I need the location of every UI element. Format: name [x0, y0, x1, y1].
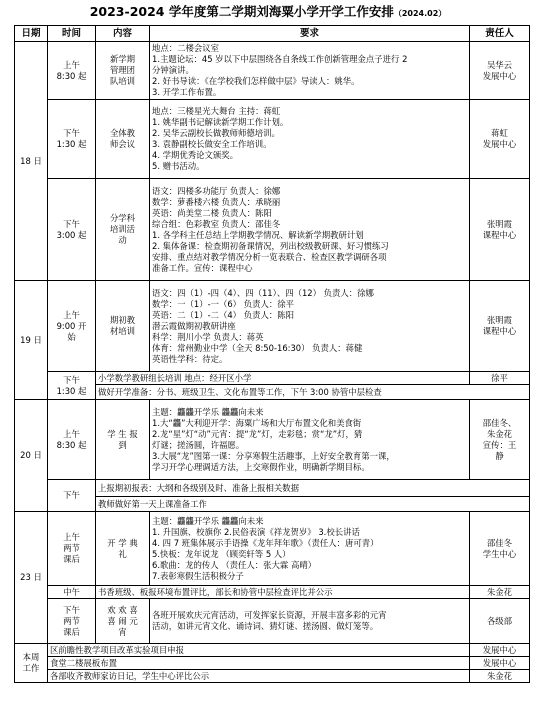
- date-cell: 20 日: [15, 400, 48, 512]
- content-cell: 新学期 管理团 队培训: [96, 42, 150, 100]
- owner-cell: 朱金花: [470, 670, 530, 683]
- time-cell: 下午 3:00 起: [48, 179, 96, 281]
- time-cell: 下午 1:30 起: [48, 100, 96, 179]
- table-row: [15, 657, 530, 670]
- document-title: [0, 0, 536, 24]
- header-content: 内容: [96, 26, 150, 42]
- schedule-table: [14, 25, 530, 683]
- header-owner: 责任人: [470, 26, 530, 42]
- owner-cell: 徐平: [470, 372, 530, 385]
- time-cell: 上午 8:30 起: [48, 400, 96, 480]
- date-cell: 23 日: [15, 512, 48, 644]
- requirement-cell: 小学数学教研组长培训 地点：经开区小学: [96, 372, 470, 385]
- table-row: [15, 512, 530, 586]
- header-date: 日期: [15, 26, 48, 42]
- table-row: [15, 400, 530, 480]
- header-requirement: 要求: [150, 26, 470, 42]
- requirement-cell: 区前瞻性教学项目改革实验项目申报: [48, 644, 470, 657]
- table-row: [15, 670, 530, 683]
- content-cell: 欢 欢 喜 喜 闹 元 宵: [96, 599, 150, 644]
- requirement-cell: 书香班级、板报环境布置评比，部长和协管中层检查评比并公示: [96, 586, 470, 599]
- table-row: [15, 372, 530, 385]
- requirement-cell: 地点：二楼会议室 1.主题论坛：45 岁以下中层围绕各自条线工作创新管理金点子进行 2 分钟演讲。 2. 好书导读：《在学校我们怎样做中层》导读人：姚华。 3. 开学工作布置。: [150, 42, 470, 100]
- table-row: [15, 586, 530, 599]
- owner-cell: 各级部: [470, 599, 530, 644]
- owner-cell: 邵佳冬 学生中心: [470, 512, 530, 586]
- document-title-date: （2024.02）: [393, 9, 447, 18]
- date-cell: 18 日: [15, 42, 48, 281]
- table-row: [15, 644, 530, 657]
- week-label-cell: 本周 工作: [15, 644, 48, 683]
- time-cell: 上午 8:30 起: [48, 42, 96, 100]
- time-cell: 上午 9:00 开 始: [48, 281, 96, 372]
- table-row: [15, 281, 530, 372]
- date-cell: 19 日: [15, 281, 48, 400]
- requirement-cell: 食堂二楼展板布置: [48, 657, 470, 670]
- table-row: [15, 42, 530, 100]
- table-row: [15, 599, 530, 644]
- owner-cell: 朱金花: [470, 586, 530, 599]
- time-cell: 下午 两节 课后: [48, 599, 96, 644]
- time-cell: 下午 1:30 起: [48, 372, 96, 400]
- requirement-cell: 各班开展欢庆元宵活动，可发挥家长资源，开展丰富多彩的元宵 活动，如讲元宵文化、诵诗词、猜灯谜、搓汤圆、做灯笼等。: [150, 599, 470, 644]
- owner-cell: 发展中心: [470, 657, 530, 670]
- owner-cell: 发展中心: [470, 644, 530, 657]
- requirement-cell: 教师做好第一天上课准备工作: [96, 497, 530, 512]
- requirement-cell: 做好开学准备：分书、班级卫生、文化布置等工作，下午 3:00 协管中层检查: [96, 385, 530, 400]
- time-cell: 下午: [48, 480, 96, 512]
- header-row: [15, 26, 530, 42]
- time-cell: 中午: [48, 586, 96, 599]
- content-cell: 期初教 材培训: [96, 281, 150, 372]
- requirement-cell: 主题：龘龘开学乐 龘龘向未来 1.大“龘”大利迎开学：海粟广场和大厅布置文化和美食街 2.龙“星”灯“动”元宵：提“龙”灯，走彩毯；赏“龙”灯，猜 灯谜；搓汤圆，许福愿。 3.大展“龙”图第一课：分享寒假生活趣事，上好安全教育第一课， 学习开学心理调适方法，上交寒假作业，明确新学期目标。: [150, 400, 470, 480]
- table-row: [15, 179, 530, 281]
- requirement-cell: 语文：四楼多功能厅 负责人：徐娜 数学：萝番楼六楼 负责人：承晓丽 英语：尚美堂二楼 负责人：陈阳 综合组：色彩教室 负责人：邵佳冬 1. 各学科主任总结上学期教学情况、解读新学期教研计划 2. 集体备课：检查期初备课情况，列出校级教研课、好习惯练习 安排、重点结对教学情况分析一览表联合、检查区教学调研各项 准备工作。宣传：课程中心: [150, 179, 470, 281]
- requirement-cell: 各部收齐教师家访日记，学生中心评比公示: [48, 670, 470, 683]
- content-cell: 学 生 报 到: [96, 400, 150, 480]
- owner-cell: 邵佳冬、 朱金花 宣传：王 静: [470, 400, 530, 480]
- content-cell: 分学科 培训活 动: [96, 179, 150, 281]
- owner-cell: 蒋虹 发展中心: [470, 100, 530, 179]
- owner-cell: 吴华云 发展中心: [470, 42, 530, 100]
- requirement-cell: 地点：三楼星光大舞台 主持：蒋虹 1. 姚华副书记解读新学期工作计划。 2. 吴华云副校长做教师师德培训。 3. 袁静副校长做安全工作培训。 4. 学期优秀论文颁奖。 5. 赠书活动。: [150, 100, 470, 179]
- owner-cell: 张明霞 课程中心: [470, 281, 530, 372]
- owner-cell: 张明霞 课程中心: [470, 179, 530, 281]
- content-cell: 开 学 典 礼: [96, 512, 150, 586]
- document-title-main: 2023-2024 学年度第二学期刘海粟小学开学工作安排: [89, 4, 394, 19]
- header-time: 时间: [48, 26, 96, 42]
- time-cell: 上午 两节 课后: [48, 512, 96, 586]
- requirement-cell: 上报期初报表：大纲和各级别及时、准备上报相关数据: [96, 480, 530, 497]
- content-cell: 全体教 师会议: [96, 100, 150, 179]
- requirement-cell: 语文：四（1）-四（4）、四（11）、四（12） 负责人：徐娜 数学：一（1）-一（6） 负责人：徐平 英语：二（1）-二（4） 负责人：陈阳 潜云霞做期初教研讲座 科学：荆川小学 负责人：蒋英 体育：常州勤业中学（全天 8:50-16:30） 负责人：蒋健 英语性学科：待定。: [150, 281, 470, 372]
- table-row: [15, 480, 530, 497]
- requirement-cell: 主题：龘龘开学乐 龘龘向未来 1. 升国旗、校旗你 2.民俗表演《祥龙贺岁》 3.校长讲话 4. 四 7 班集体展示手语操《龙年拜年歌》（责任人：唐可青） 5.快板：龙年说龙 （顾奕轩等 5 人） 6.歌曲：龙的传人 （责任人：张大霖 高晴） 7.表彰寒假生活积极分子: [150, 512, 470, 586]
- table-row: [15, 100, 530, 179]
